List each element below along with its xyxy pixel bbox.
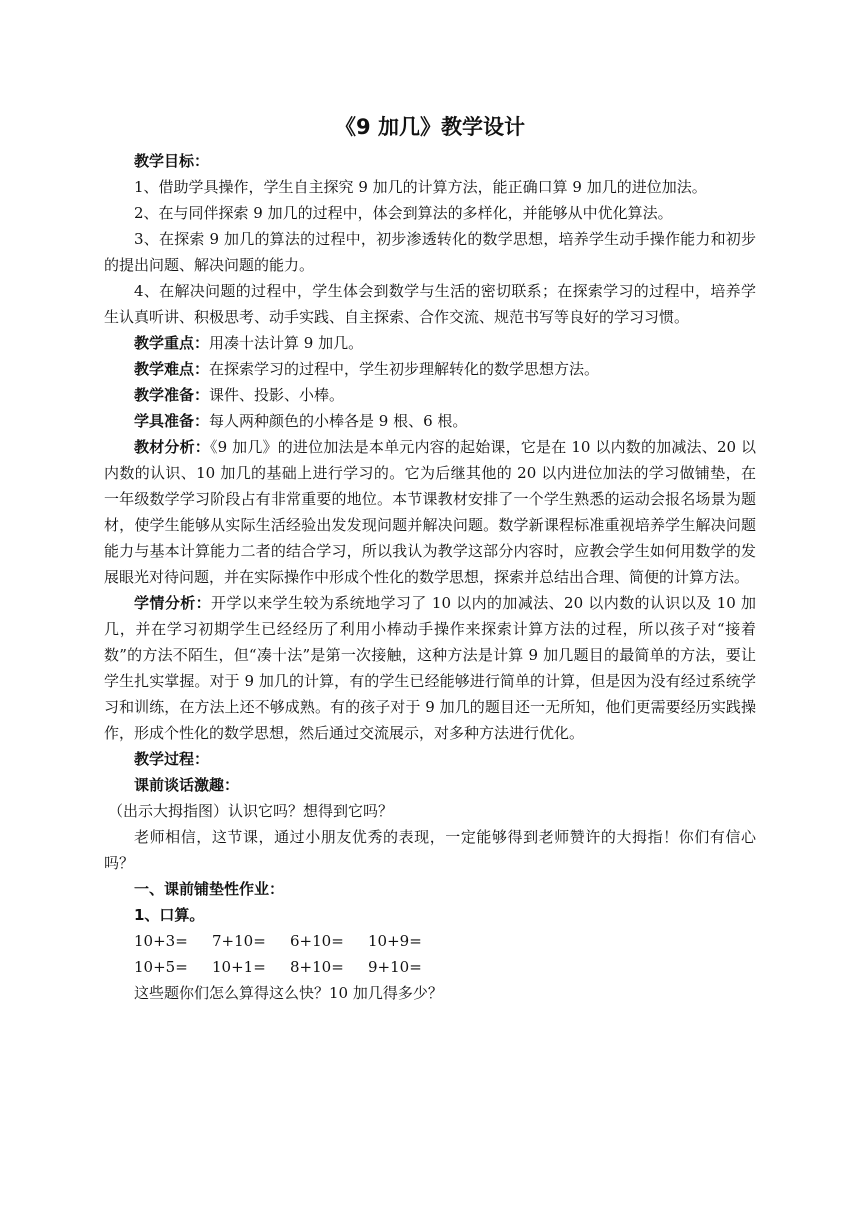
calc-item: 10+3= <box>134 932 188 950</box>
difficulty-text: 在探索学习的过程中，学生初步理解转化的数学思想方法。 <box>209 360 600 378</box>
calc-row-1 <box>104 928 756 954</box>
student-prep-label: 学具准备： <box>134 412 210 430</box>
calc-item: 6+10= <box>290 932 344 950</box>
key-point <box>104 330 756 356</box>
calc-item: 10+1= <box>212 958 266 976</box>
sub-1-heading: 1、口算。 <box>134 906 205 924</box>
warmup-heading: 课前谈话激趣： <box>134 776 240 794</box>
section-1-heading: 一、课前铺垫性作业： <box>134 880 285 898</box>
key-point-label: 教学重点： <box>134 334 210 352</box>
material-analysis-label: 教材分析： <box>134 438 210 456</box>
warmup-line-1: （出示大拇指图）认识它吗？想得到它吗？ <box>108 802 394 820</box>
preparation <box>104 382 756 408</box>
key-point-text: 用凑十法计算 9 加几。 <box>209 334 364 352</box>
learner-analysis-text: 开学以来学生较为系统地学习了 10 以内的加减法、20 以内数的认识以及 10 加几，并在学习初期学生已经经历了利用小棒动手操作来探索计算方法的过程，所以孩子对“接着数”的方法不陌生，但“凑十法”是第一次接触，这种方法是计算 9 加几题目的最简单的方法，要让学生扎实掌握。对于 9 加几的计算，有的学生已经能够进行简单的计算，但是因为没有经过系统学习和训练，在方法上还不够成熟。有的孩子对于 9 加几的题目还一无所知，他们更需要经历实践操作，形成个性化的数学思想，然后通过交流展示，对多种方法进行优化。 <box>104 594 756 742</box>
calc-row-2 <box>104 954 756 980</box>
goal-item-3: 3、在探索 9 加几的算法的过程中，初步渗透转化的数学思想，培养学生动手操作能力和初步的提出问题、解决问题的能力。 <box>104 230 756 274</box>
preparation-text: 课件、投影、小棒。 <box>209 386 345 404</box>
material-analysis <box>104 434 756 590</box>
student-prep-text: 每人两种颜色的小棒各是 9 根、6 根。 <box>209 412 468 430</box>
process-heading: 教学过程： <box>134 750 210 768</box>
calc-item: 9+10= <box>368 958 422 976</box>
goal-item-2: 2、在与同伴探索 9 加几的过程中，体会到算法的多样化，并能够从中优化算法。 <box>134 204 673 222</box>
document-body <box>104 148 756 1006</box>
calc-item: 7+10= <box>212 932 266 950</box>
difficulty-label: 教学难点： <box>134 360 210 378</box>
goal-item-4: 4、在解决问题的过程中，学生体会到数学与生活的密切联系；在探索学习的过程中，培养学生认真听讲、积极思考、动手实践、自主探索、合作交流、规范书写等良好的学习习惯。 <box>104 282 756 326</box>
calc-item: 8+10= <box>290 958 344 976</box>
document-title: 《9 加几》教学设计 <box>335 115 525 139</box>
learner-analysis-label: 学情分析： <box>134 594 212 612</box>
material-analysis-text: 《9 加几》的进位加法是本单元内容的起始课，它是在 10 以内数的加减法、20 以内数的认识、10 加几的基础上进行学习的。它为后继其他的 20 以内进位加法的学习做铺垫，在一年级数学学习阶段占有非常重要的地位。本节课教材安排了一个学生熟悉的运动会报名场景为题材，使学生能够从实际生活经验出发发现问题并解决问题。数学新课程标准重视培养学生解决问题能力与基本计算能力二者的结合学习，所以我认为教学这部分内容时，应教会学生如何用数学的发展眼光对待问题，并在实际操作中形成个性化的数学思想，探索并总结出合理、简便的计算方法。 <box>104 438 756 586</box>
calc-item: 10+5= <box>134 958 188 976</box>
student-prep <box>104 408 756 434</box>
question-line: 这些题你们怎么算得这么快？10 加几得多少？ <box>134 984 443 1002</box>
learner-analysis <box>104 590 756 746</box>
goal-item-1: 1、借助学具操作，学生自主探究 9 加几的计算方法，能正确口算 9 加几的进位加法。 <box>134 178 707 196</box>
preparation-label: 教学准备： <box>134 386 210 404</box>
warmup-line-2: 老师相信，这节课，通过小朋友优秀的表现，一定能够得到老师赞许的大拇指！你们有信心吗？ <box>104 828 756 872</box>
difficulty <box>104 356 756 382</box>
goals-heading: 教学目标： <box>134 152 210 170</box>
calc-item: 10+9= <box>368 932 422 950</box>
